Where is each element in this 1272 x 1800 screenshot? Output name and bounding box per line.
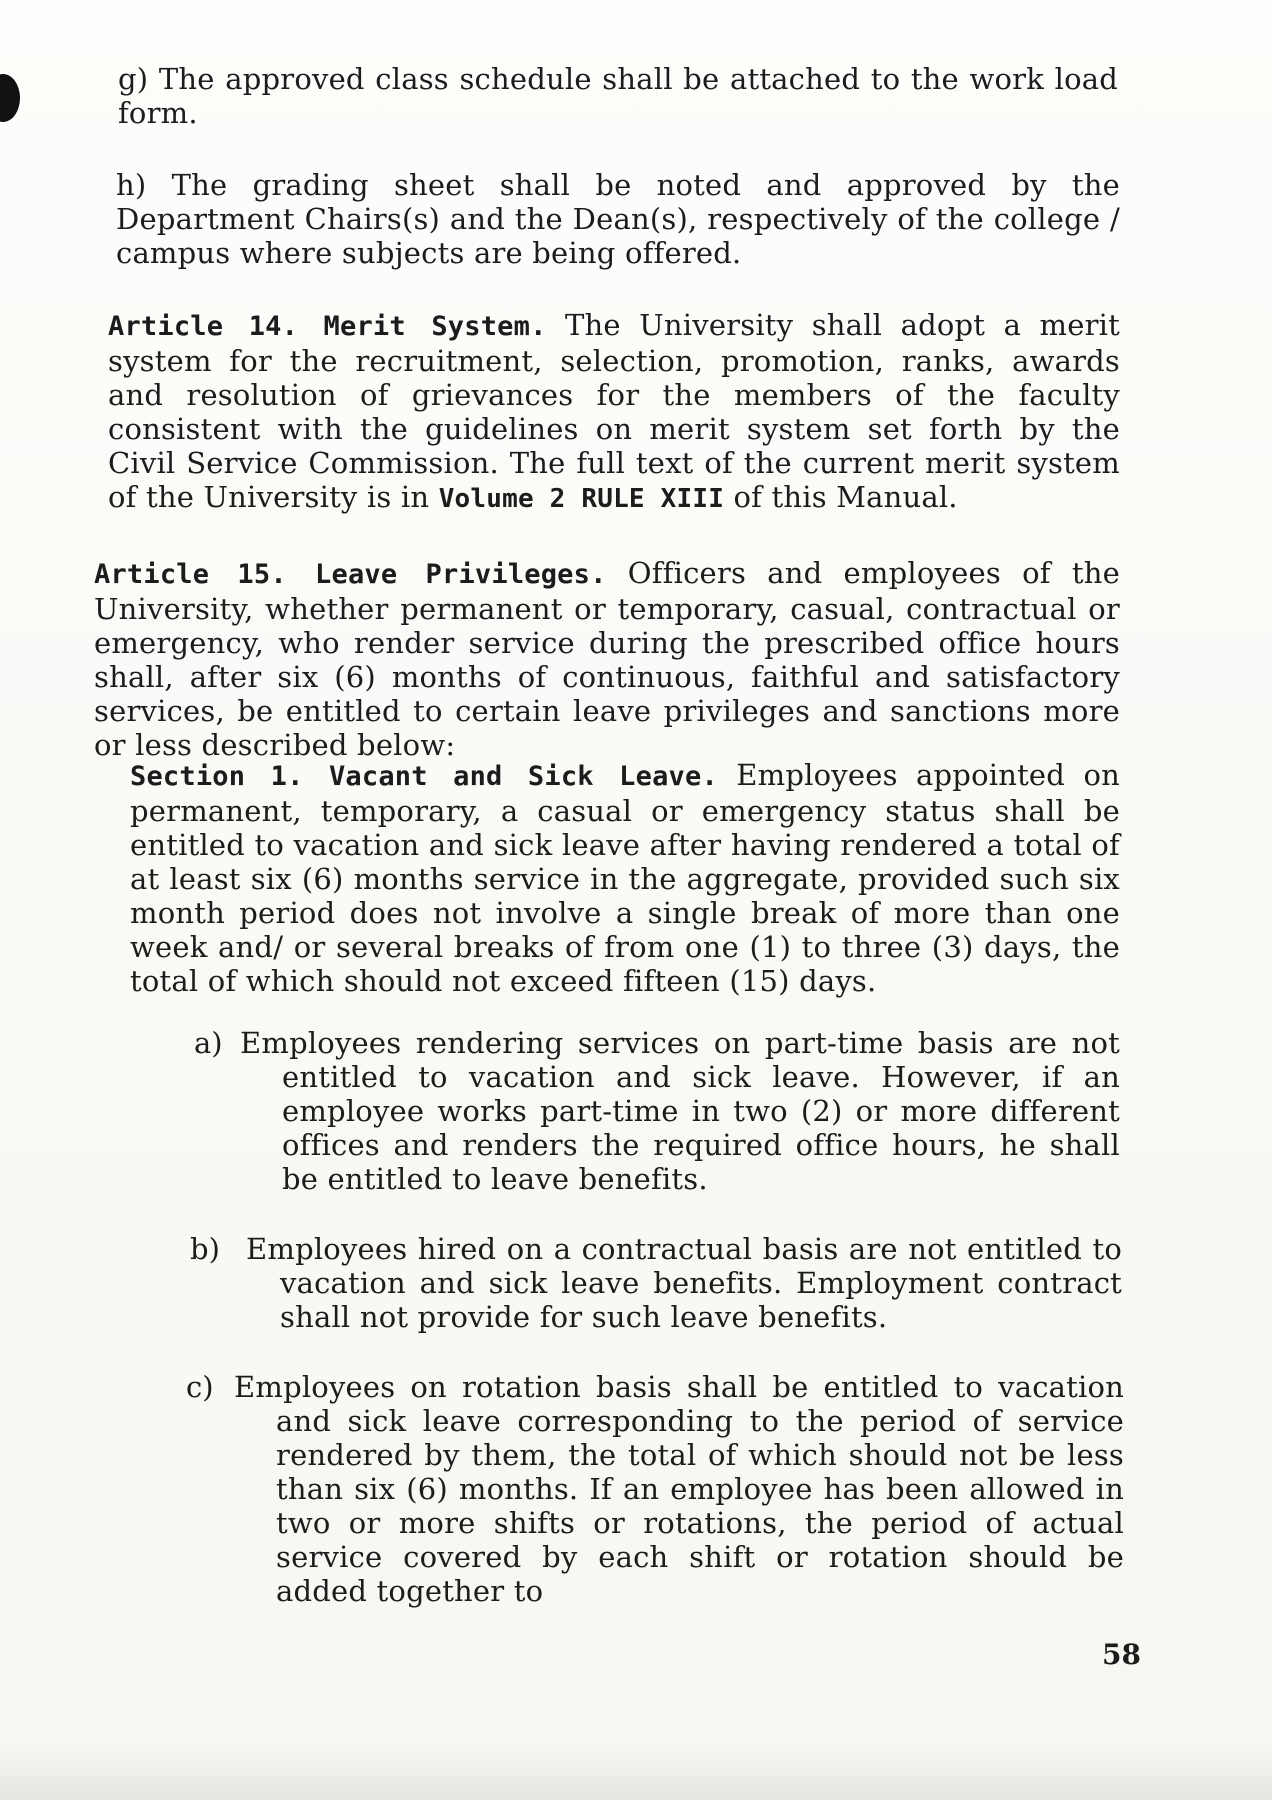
article-14-text: The University shall adopt a merit system for the recruitment, selection, promotion, ranks, awards and resolution of grievances for the members of the faculty consistent with the guidelines on merit system set forth by the Civil Service Commission. The full text of the current merit system of the University is in [108,308,1120,514]
paragraph-h-text: h) The grading sheet shall be noted and approved by the Department Chairs(s) and the Dean(s), respectively of the college / campus where subjects are being offered. [116,168,1120,270]
article-15-heading: Article 15. Leave Privileges. [94,559,607,590]
section-1 [130,758,1120,998]
page-number: 58 [1102,1638,1141,1671]
article-15 [94,556,1120,762]
binder-hole-mark [0,74,20,122]
section-1-text: Employees appointed on permanent, temporary, a casual or emergency status shall be entitled to vacation and sick leave after having rendered a total of at least six (6) months service in the aggregate, provided such six month period does not involve a single break of more than one week and/ or several breaks of from one (1) to three (3) days, the total of which should not exceed fifteen (15) days. [130,758,1120,998]
article-15-body [94,556,1120,762]
item-c-label: c) [186,1370,214,1404]
item-b-label: b) [190,1232,220,1266]
item-c [234,1370,1124,1608]
article-14-heading: Article 14. Merit System. [108,311,547,342]
article-14-text-end: of this Manual. [724,480,958,514]
item-a [240,1026,1120,1196]
article-14-body [108,308,1120,516]
item-b [246,1232,1122,1334]
paragraph-h [116,168,1120,270]
section-1-heading: Section 1. Vacant and Sick Leave. [130,761,718,792]
item-b-text: Employees hired on a contractual basis are not entitled to vacation and sick leave benefits. Employment contract shall not provide for such leave benefits. [246,1232,1122,1334]
item-c-text: Employees on rotation basis shall be entitled to vacation and sick leave corresponding to the period of service rendered by them, the total of which should not be less than six (6) months. If an employee has been allowed in two or more shifts or rotations, the period of actual service covered by each shift or rotation should be added together to [234,1370,1124,1608]
scan-shadow [0,1740,1272,1800]
item-a-label: a) [194,1026,223,1060]
article-14 [108,308,1120,516]
section-1-body [130,758,1120,998]
article-15-text: Officers and employees of the University, whether permanent or temporary, casual, contractual or emergency, who render service during the prescribed office hours shall, after six (6) months of continuous, faithful and satisfactory services, be entitled to certain leave privileges and sanctions more or less described below: [94,556,1120,762]
paragraph-g-text: g) The approved class schedule shall be attached to the work load form. [118,62,1118,130]
article-14-reference: Volume 2 RULE XIII [438,484,725,514]
item-a-text: Employees rendering services on part-time basis are not entitled to vacation and sick leave. However, if an employee works part-time in two (2) or more different offices and renders the required office hours, he shall be entitled to leave benefits. [240,1026,1120,1196]
paragraph-g [118,62,1118,130]
